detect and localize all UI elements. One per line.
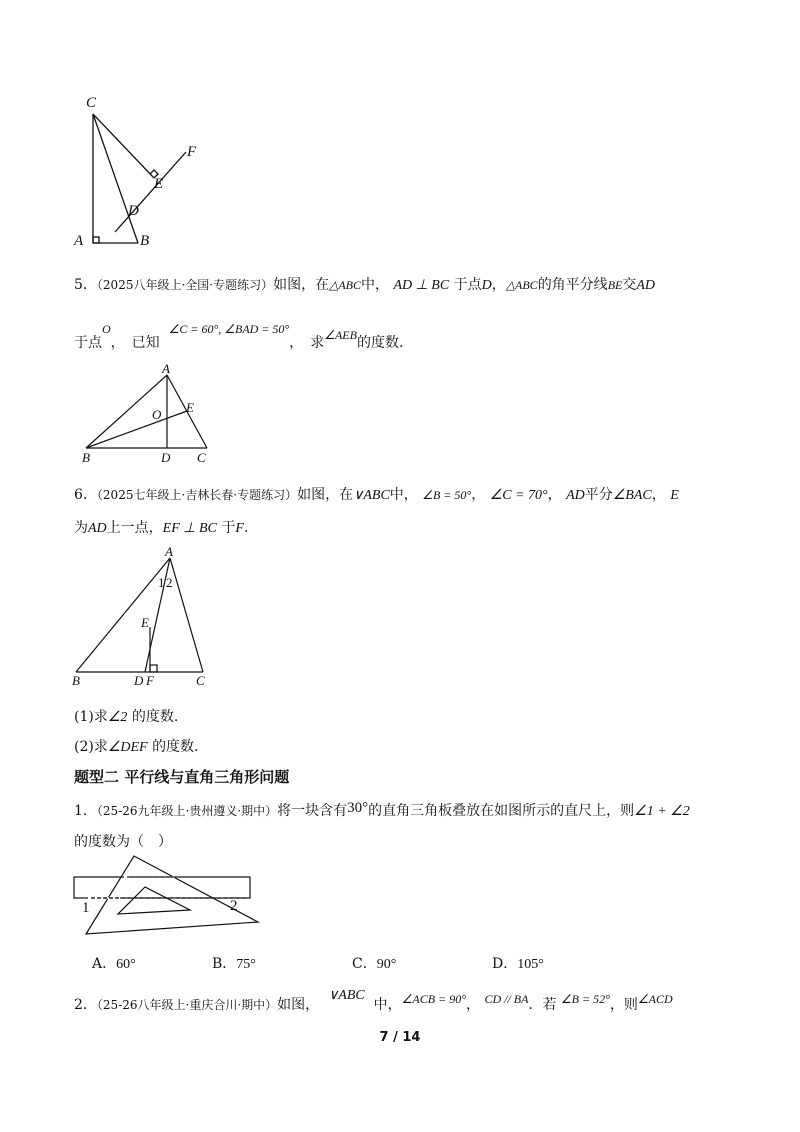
- fig-q6-label-c: C: [196, 673, 205, 688]
- p2-text: ，: [466, 997, 480, 1013]
- p2-angle-b: ∠B = 52°: [560, 992, 610, 1006]
- q6-number: 6．: [74, 487, 97, 503]
- p2-number: 2．: [74, 997, 97, 1013]
- figure-top-svg: [60, 92, 220, 252]
- option-c-value: 90°: [376, 957, 397, 972]
- q6-source: （2025七年级上·吉林长春·专题练习）: [96, 488, 298, 502]
- figure-p1: [68, 852, 268, 942]
- q6-line-1: [74, 485, 679, 506]
- p2-angle-acd: ∠ACD: [637, 992, 673, 1006]
- q6-text: 上一点，: [106, 520, 163, 536]
- q6-text: ，: [471, 487, 486, 503]
- q5-perp: AD ⊥ BC: [393, 278, 450, 293]
- q5-point-d: D: [481, 278, 492, 293]
- q6-angle-c: ∠C = 70°: [489, 488, 548, 503]
- q6-sub-2: [74, 737, 199, 758]
- p2-source: （25-26八年级上·重庆合川·期中）: [96, 998, 278, 1012]
- q5-number: 5．: [74, 277, 97, 293]
- fig-q6-label-e: E: [141, 615, 149, 630]
- p2-text: 中，: [373, 997, 402, 1013]
- q5-triangle-2: △ABC: [505, 278, 538, 292]
- page-number: 7 / 14: [379, 1030, 421, 1045]
- q5-text: 如图，在: [273, 277, 330, 293]
- q6-text: 如图，在: [297, 487, 354, 503]
- q6-sub-2-text: 的度数.: [152, 739, 199, 755]
- q5-source: （2025八年级上·全国·专题练习）: [96, 278, 274, 292]
- q5-line-2: [74, 322, 404, 353]
- p1-line-1: [74, 801, 690, 822]
- fig-q5-label-d: D: [161, 450, 171, 465]
- option-d[interactable]: [492, 953, 544, 973]
- option-a[interactable]: [92, 953, 136, 973]
- fig-top-label-c: C: [86, 95, 97, 111]
- q6-sub-2-text: (2)求: [74, 739, 108, 755]
- q6-text: ，: [547, 487, 562, 503]
- q5-text: 中，: [361, 277, 389, 293]
- q6-line-2: [74, 518, 248, 539]
- fig-q6-label-2: 2: [166, 575, 173, 590]
- p2-angle-acb: ∠ACB = 90°: [401, 992, 466, 1006]
- q5-text: 的角平分线: [537, 277, 608, 293]
- q6-point-f: F: [235, 521, 244, 536]
- option-a-value: 60°: [116, 957, 136, 972]
- fig-top-label-e: E: [154, 176, 164, 192]
- q5-ask: ∠AEB: [324, 328, 357, 342]
- fig-p1-label-2: 2: [230, 898, 238, 914]
- q5-text: ， 已知: [110, 335, 160, 351]
- option-d-key: D．: [492, 956, 518, 972]
- q5-ad: AD: [636, 278, 656, 293]
- fig-q5-label-b: B: [82, 450, 90, 465]
- p1-text: 的度数为（ ）: [74, 834, 172, 850]
- fig-q5-label-e: E: [186, 400, 194, 415]
- q6-text: 平分: [584, 487, 613, 503]
- q6-text: 为: [74, 520, 88, 536]
- figure-q6: [65, 545, 225, 695]
- q6-triangle: ∨ABC: [353, 488, 390, 503]
- figure-p1-svg: [68, 852, 268, 942]
- fig-q5-label-c: C: [197, 450, 206, 465]
- q6-bac: ∠BAC: [612, 488, 652, 503]
- q5-triangle: △ABC: [329, 278, 361, 292]
- option-b[interactable]: [212, 953, 256, 973]
- section-title: 题型二 平行线与直角三角形问题: [74, 768, 290, 786]
- q6-text: 中，: [389, 487, 418, 503]
- q5-be: BE: [607, 278, 623, 292]
- q5-point-o: O: [102, 322, 111, 336]
- p2-triangle: ∨ABC: [328, 988, 365, 1003]
- p1-expression: ∠1 + ∠2: [634, 804, 690, 819]
- p2-text: 如图，: [277, 997, 320, 1013]
- option-c[interactable]: [352, 953, 396, 973]
- option-a-key: A．: [92, 956, 117, 972]
- q5-given: ∠C = 60°, ∠BAD = 50°: [168, 322, 290, 336]
- q6-sub-1-text: 的度数.: [131, 709, 179, 725]
- q5-text: ，: [491, 277, 506, 293]
- q6-ad: AD: [566, 488, 585, 503]
- fig-q6-label-d: D: [134, 673, 144, 688]
- fig-top-label-f: F: [187, 144, 197, 160]
- q5-text: 于点: [453, 277, 482, 293]
- p1-line-2: [74, 832, 172, 852]
- q6-ad-2: AD: [88, 521, 107, 536]
- option-d-value: 105°: [517, 957, 544, 972]
- q5-text: 于点: [74, 335, 102, 351]
- option-c-key: C．: [352, 956, 377, 972]
- fig-top-label-d: D: [128, 203, 139, 219]
- option-b-key: B．: [212, 956, 237, 972]
- p1-number: 1．: [74, 803, 97, 819]
- fig-p1-label-1: 1: [82, 900, 90, 916]
- q5-line-1: [74, 275, 655, 296]
- q6-point-e: E: [670, 488, 679, 503]
- q6-sub-1-angle: ∠2: [107, 710, 128, 725]
- q6-sub-2-angle: ∠DEF: [107, 740, 148, 755]
- fig-top-label-a: A: [74, 233, 84, 249]
- p2-parallel: CD // BA: [484, 992, 529, 1006]
- fig-q6-label-1: 1: [158, 575, 165, 590]
- q6-text: .: [243, 520, 249, 536]
- p2-line-1: [74, 988, 673, 1016]
- fig-q6-label-b: B: [72, 673, 80, 688]
- fig-q6-label-a: A: [165, 544, 173, 559]
- q6-text: 于: [221, 520, 236, 536]
- q5-text: 的度数.: [356, 335, 404, 351]
- figure-q5: [70, 361, 230, 470]
- fig-q5-label-a: A: [162, 361, 170, 376]
- fig-top-label-b: B: [140, 233, 150, 249]
- option-b-value: 75°: [236, 957, 256, 972]
- q6-ef-perp: EF ⊥ BC: [162, 521, 217, 536]
- q6-sub-1: [74, 707, 178, 728]
- figure-q5-svg: [70, 365, 230, 470]
- p1-text: 将一块含有: [277, 803, 348, 819]
- q6-sub-1-text: (1)求: [74, 709, 108, 725]
- q6-angle-b: ∠B = 50°: [422, 488, 472, 502]
- fig-q6-label-f: F: [146, 673, 154, 688]
- p2-text: ，则: [609, 997, 638, 1013]
- p1-source: （25-26九年级上·贵州遵义·期中）: [96, 804, 278, 818]
- p1-text: 的直角三角板叠放在如图所示的直尺上，则: [368, 803, 635, 819]
- p2-text: ．若: [528, 997, 557, 1013]
- p1-degree: 30°: [347, 800, 369, 816]
- fig-q5-label-o: O: [152, 407, 162, 422]
- q5-text: ， 求: [289, 335, 325, 351]
- q5-text: 交: [622, 277, 637, 293]
- q6-text: ，: [651, 487, 666, 503]
- figure-top: [60, 92, 220, 252]
